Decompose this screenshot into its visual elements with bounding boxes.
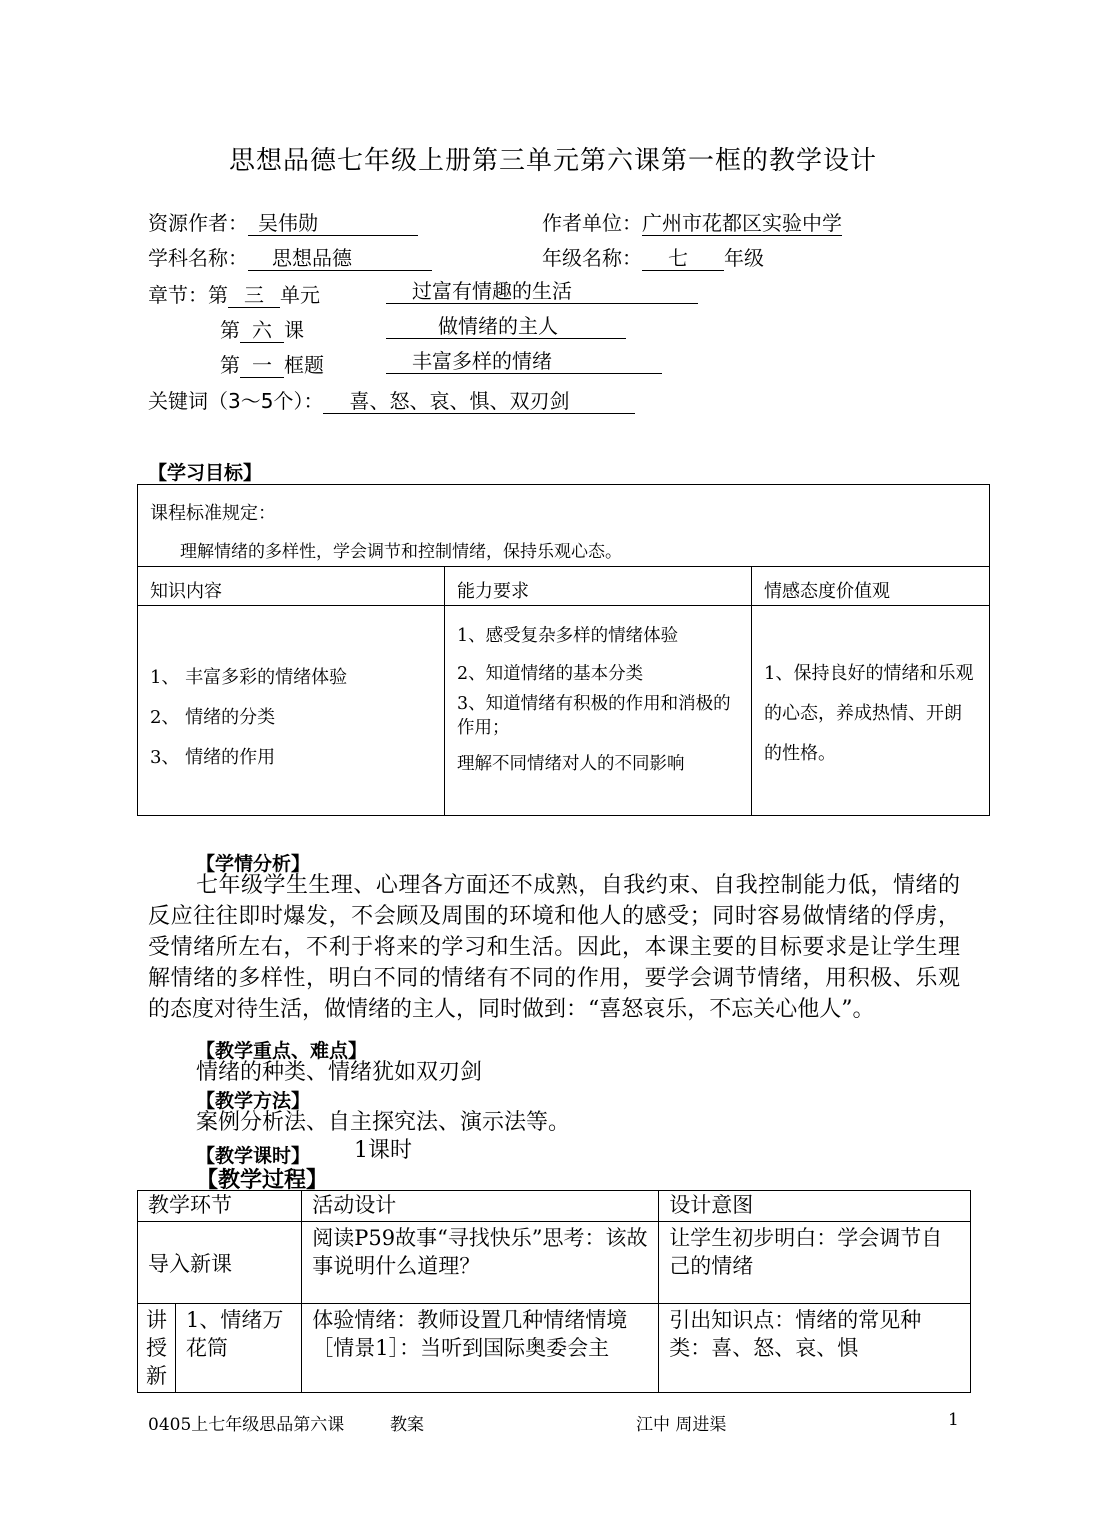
col-activity: 活动设计 xyxy=(302,1191,659,1222)
method-heading: 【教学方法】 xyxy=(196,1090,311,1112)
lesson-row xyxy=(220,314,304,343)
footer-middle: 江中 周进渠 xyxy=(636,1415,727,1435)
chapter-unit-pre: 第 xyxy=(208,283,228,307)
process-heading: 【教学过程】 xyxy=(196,1168,329,1193)
ability-cell xyxy=(445,606,752,816)
frame-num: 一 xyxy=(240,353,284,378)
grade-value: 七 xyxy=(642,246,724,271)
chapter-unit-post: 单元 xyxy=(280,283,320,307)
col-stage: 教学环节 xyxy=(138,1191,302,1222)
ability-item: 3、知道情绪有积极的作用和消极的作用； xyxy=(457,694,731,738)
frame-post: 框题 xyxy=(284,353,324,377)
col-values: 情感态度价值观 xyxy=(752,567,990,606)
intent-intro: 让学生初步明白：学会调节自己的情绪 xyxy=(659,1222,971,1304)
subject-value: 思想品德 xyxy=(248,246,432,271)
lesson-post: 课 xyxy=(284,318,304,342)
hours-text: 1课时 xyxy=(354,1138,412,1163)
knowledge-item: 3、 情绪的作用 xyxy=(150,747,276,768)
subject-label: 学科名称： xyxy=(148,246,248,270)
author-label: 资源作者： xyxy=(148,211,248,235)
knowledge-item: 1、 丰富多彩的情绪体验 xyxy=(150,667,348,688)
col-ability: 能力要求 xyxy=(445,567,752,606)
page-title: 思想品德七年级上册第三单元第六课第一框的教学设计 xyxy=(228,146,877,176)
standard-text: 理解情绪的多样性，学会调节和控制情绪，保持乐观心态。 xyxy=(180,542,622,562)
keywords-value: 喜、怒、哀、惧、双刃剑 xyxy=(323,389,635,414)
knowledge-cell xyxy=(138,606,445,816)
stage-teach-sub: 1、情绪万花筒 xyxy=(176,1304,302,1393)
ability-item: 2、知道情绪的基本分类 xyxy=(457,664,644,684)
chapter-label: 章节： xyxy=(148,283,208,307)
lesson-pre: 第 xyxy=(220,318,240,342)
unit-label: 作者单位： xyxy=(542,211,642,235)
ability-item: 1、感受复杂多样的情绪体验 xyxy=(457,626,679,646)
intent-teach: 引出知识点：情绪的常见种类：喜、怒、哀、惧 xyxy=(659,1304,971,1393)
footer-left: 0405上七年级思品第六课 xyxy=(148,1415,345,1435)
frame-title: 丰富多样的情绪 xyxy=(386,349,662,374)
activity-intro: 阅读P59故事“寻找快乐”思考：该故事说明什么道理？ xyxy=(302,1222,659,1304)
page-number: 1 xyxy=(948,1410,959,1430)
author-row xyxy=(148,207,418,236)
standard-label: 课程标准规定： xyxy=(150,503,276,524)
chapter-row xyxy=(148,279,320,308)
lesson-num: 六 xyxy=(240,318,284,343)
knowledge-item: 2、 情绪的分类 xyxy=(150,707,276,728)
chapter-unit-title: 过富有情趣的生活 xyxy=(386,279,698,304)
keywords-row xyxy=(148,385,635,414)
focus-heading: 【教学重点、难点】 xyxy=(196,1040,368,1062)
col-intent: 设计意图 xyxy=(659,1191,971,1222)
grade-row xyxy=(542,242,764,271)
subject-row xyxy=(148,242,432,271)
stage-teach-vertical: 讲授新 xyxy=(138,1304,176,1393)
lesson-title: 做情绪的主人 xyxy=(386,314,626,339)
frame-title-row xyxy=(386,349,662,374)
goals-table xyxy=(137,484,990,816)
goals-heading: 【学习目标】 xyxy=(148,462,263,484)
ability-item: 理解不同情绪对人的不同影响 xyxy=(457,754,685,774)
keywords-label: 关键词（3～5个）： xyxy=(148,389,324,413)
values-text: 1、保持良好的情绪和乐观的心态，养成热情、开朗的性格。 xyxy=(764,663,974,764)
analysis-text: 七年级学生生理、心理各方面还不成熟，自我约束、自我控制能力低，情绪的反应往往即时爆发，不会顾及周围的环境和他人的感受；同时容易做情绪的俘虏，受情绪所左右，不利于将来的学习和生活。因此，本课主要的目标要求是让学生理解情绪的多样性，明白不同的情绪有不同的作用，要学会调节情绪，用积极、乐观的态度对待生活，做情绪的主人，同时做到：“喜怒哀乐，不忘关心他人”。 xyxy=(148,873,960,1022)
unit-row xyxy=(542,207,842,236)
lesson-title-row xyxy=(386,314,626,339)
focus-text: 情绪的种类、情绪犹如双刃剑 xyxy=(196,1060,483,1085)
col-knowledge: 知识内容 xyxy=(138,567,445,606)
frame-row xyxy=(220,349,324,378)
standard-cell xyxy=(138,485,990,567)
hours-heading: 【教学课时】 xyxy=(196,1145,311,1167)
footer-left2: 教案 xyxy=(390,1415,424,1435)
analysis-heading: 【学情分析】 xyxy=(196,853,311,875)
unit-value: 广州市花都区实验中学 xyxy=(642,211,842,235)
process-table xyxy=(137,1190,971,1393)
frame-pre: 第 xyxy=(220,353,240,377)
method-text: 案例分析法、自主探究法、演示法等。 xyxy=(196,1110,571,1135)
author-value: 吴伟勋 xyxy=(248,211,418,236)
activity-teach: 体验情绪：教师设置几种情绪情境［情景1］：当听到国际奥委会主 xyxy=(302,1304,659,1393)
values-cell xyxy=(752,606,990,816)
chapter-unit-num: 三 xyxy=(228,283,280,308)
grade-suffix: 年级 xyxy=(724,246,764,270)
chapter-unit-title-row xyxy=(386,279,698,304)
grade-label: 年级名称： xyxy=(542,246,642,270)
stage-intro: 导入新课 xyxy=(138,1222,302,1304)
